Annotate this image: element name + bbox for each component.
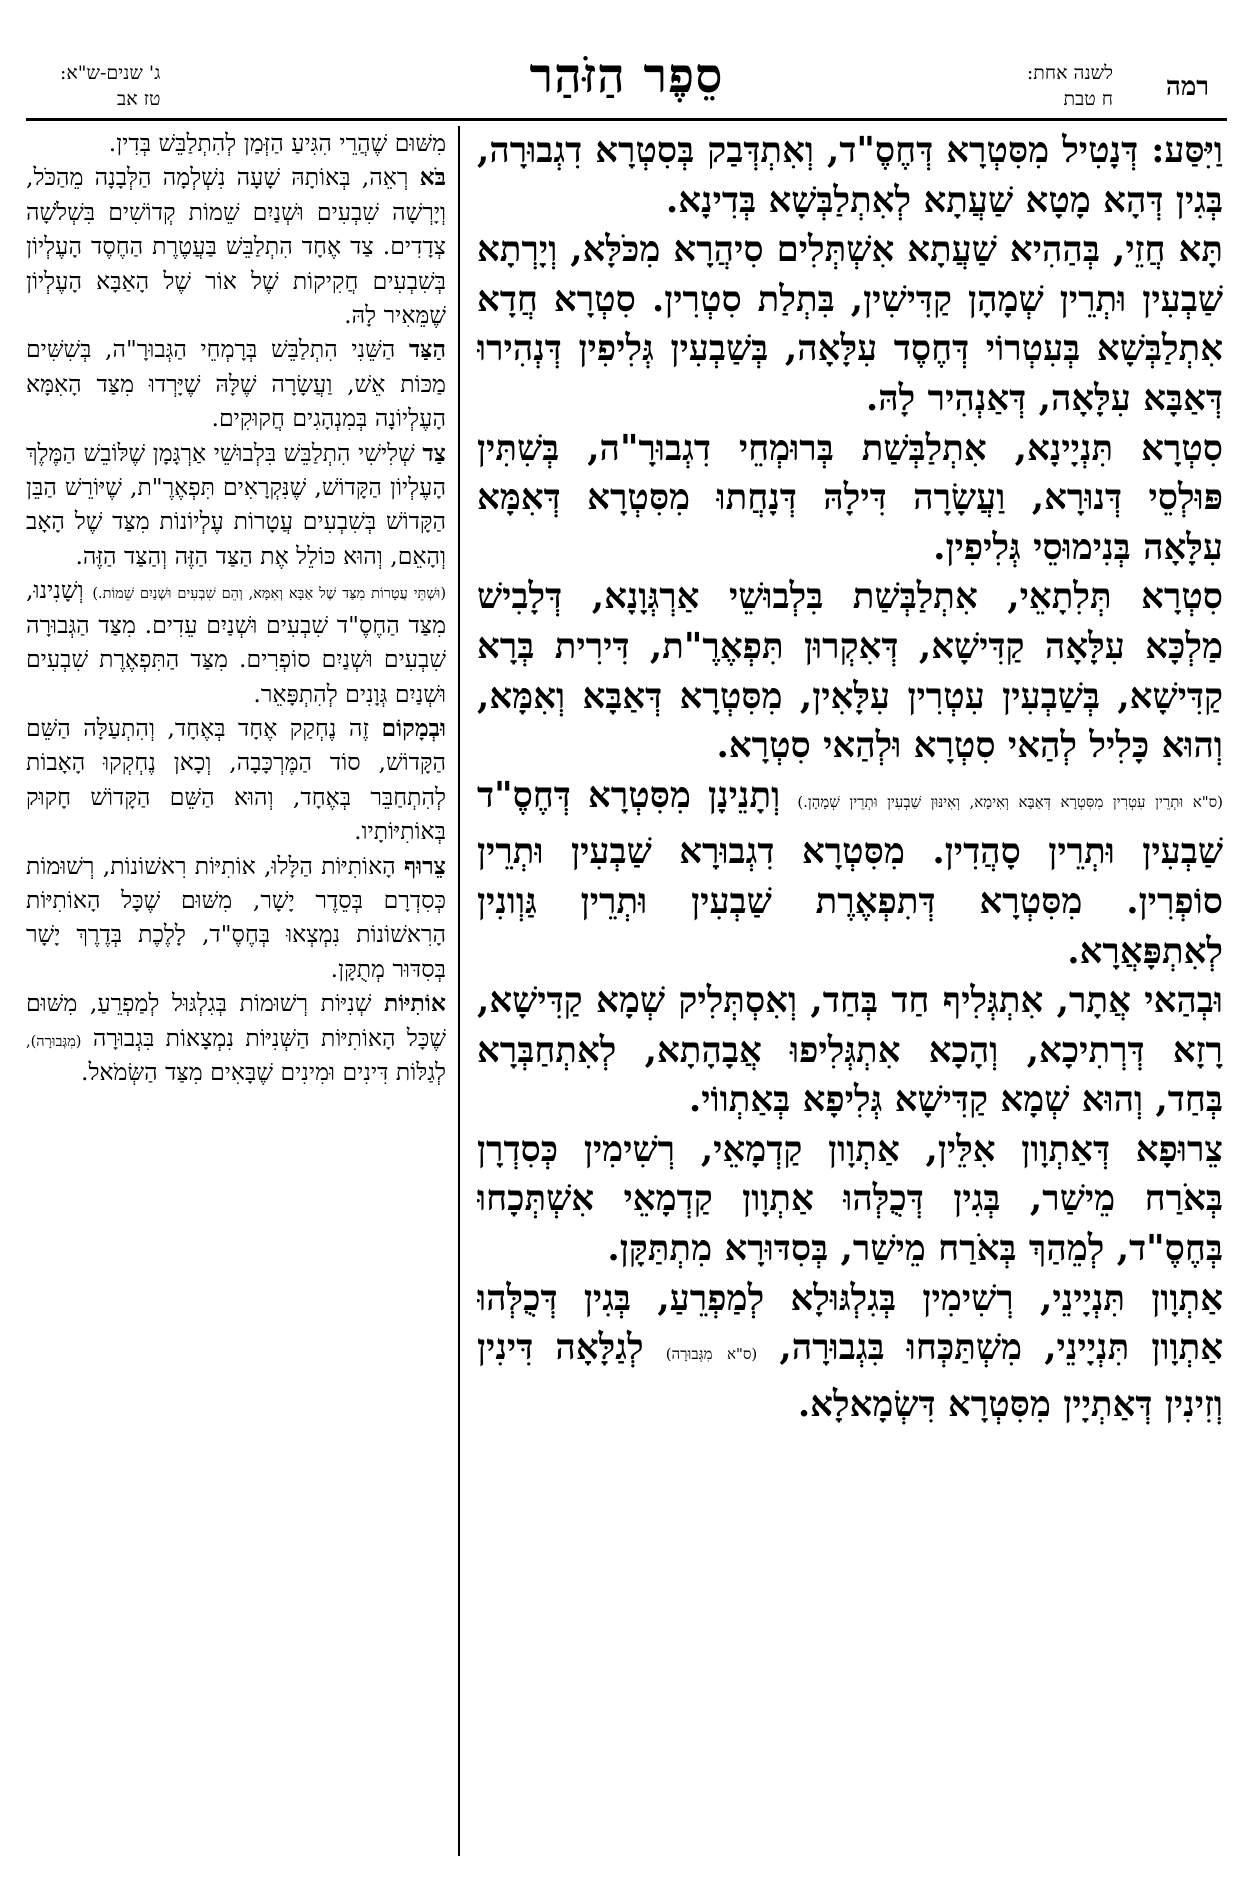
- paragraph-text: מִשּׁוּם שֶׁהֲרֵי הִגִּיעַ הַזְּמַן לְהִתְלַבֵּשׁ בְּדִין.: [108, 129, 446, 157]
- paragraph-lead-word: אַתְוָון: [1151, 1277, 1223, 1319]
- paragraph-text: הַשֵּׁנִי הִתְלַבֵּשׁ בְּרָמְחֵי הַגְּבוּרָ"ה, בְּשִׁשִּׁים מַכּוֹת אֵשׁ, וַעֲשָׂרָה שֶׁלָּהּ שֶׁיָּרְדוּ מִצַּד הָאִמָּא הָעֶלְיוֹנָה בְּמִנְהָגִים חֲקוּקִים.: [26, 335, 446, 433]
- paragraph-lead-word: בֹּא: [419, 163, 446, 192]
- paragraph-lead-word: תָּא: [1178, 229, 1223, 271]
- variant-reading-note: (ס"א וּתְרֵין עִטְרִין מִסִּטְרָא דְּאַבָּא וְאִימָא, וְאִינּוּן שַׁבְעִין וּתְרֵין שְׁמָהָן.): [797, 792, 1223, 811]
- paragraph-lead-word: הַצַּד: [408, 335, 446, 364]
- paragraph-text: תְּלִתָאֵי, אִתְלַבְּשַׁת בִּלְבוּשֵׁי אַרְגְּוָנָא, דְּלָבִישׁ מַלְכָּא עִלָּאָה קַדִּישָׁא, דְּאִקְרוּן תִּפְאֶרֶ"ת, דִּירִית בְּרָא קַדִּישָׁא, בְּשַׁבְעִין עִטְרִין עִלָּאִין, מִסִּטְרָא דְּאַבָּא וְאִמָּא, וְהוּא כָּלִיל לְהַאי סִטְרָא וּלְהַאי סִטְרָא.: [477, 576, 1223, 767]
- paragraph-text: דְּנָטִיל מִסִּטְרָא דְּחֶסֶ"ד, וְאִתְדְּבַק בְּסִטְרָא דִגְבוּרָה, בְּגִין דְּהָא מָטָא שַׁעֲתָא לְאִתְלַבְּשָׁא בְּדִינָא.: [477, 130, 1223, 221]
- header-rule: [26, 118, 1227, 121]
- paragraph-text: וְתָנֵינָן מִסִּטְרָא דְּחֶסֶ"ד שַׁבְעִין וּתְרֵין סָהֲדִין. מִסִּטְרָא דִגְבוּרָא שַׁבְעִין וּתְרֵין סוֹפְרִין. מִסִּטְרָא דְּתִפְאֶרֶת שַׁבְעִין וּתְרֵין גַּוְונִין לְאִתְפָּאֲרָא.: [477, 774, 1223, 972]
- column-divider: [458, 126, 460, 1856]
- translation-paragraph: [26, 436, 446, 574]
- main-paragraph: [477, 771, 1223, 976]
- variant-reading-note: (וּשְׁתֵּי עֲטָרוֹת מִצַּד שֶׁל אַבָּא וְאִמָּא, וְהֵם שִׁבְעִים וּשְׁנַיִם שֵׁמוֹת.): [92, 586, 446, 603]
- header-reading-schedule-three-years: [60, 60, 160, 112]
- paragraph-text: הָאוֹתִיּוֹת הַלָּלוּ, אוֹתִיּוֹת רִאשׁוֹנוֹת, רְשׁוּמוֹת כְּסִדְרָם בְּסֵדֶר יָשָׁר, מִשּׁוּם שֶׁכָּל הָאוֹתִיּוֹת הָרִאשׁוֹנוֹת נִמְצְאוּ בְּחֶסֶ"ד, לָלֶכֶת בְּדֶרֶךְ יָשָׁר בְּסִדּוּר מְתֻקָּן.: [26, 851, 446, 983]
- paragraph-lead-word: אוֹתִיּוֹת: [384, 989, 446, 1018]
- main-paragraph: [477, 1125, 1223, 1274]
- paragraph-lead-word: סִטְרָא: [1141, 576, 1223, 618]
- paragraph-lead-word: וַיִּסַּע:: [1151, 130, 1223, 171]
- main-paragraph: [477, 424, 1223, 573]
- translation-column: [26, 126, 446, 1866]
- main-paragraph: [477, 572, 1223, 770]
- paragraph-lead-word: סִטְרָא: [1141, 427, 1223, 469]
- main-paragraph: [477, 1274, 1223, 1430]
- variant-reading-note: (ס"א מִגְּבוּרָה): [665, 1345, 758, 1364]
- paragraph-lead-word: וּבְמָקוֹם: [381, 713, 446, 742]
- paragraph-text: שְׁנִיּוֹת רְשׁוּמוֹת בְּגִלְגּוּל לְמַפְרֵעַ, מִשּׁוּם שֶׁכָּל הָאוֹתִיּוֹת הַשְּׁנִיּוֹת נִמְצָאוֹת בִּגְבוּרָה: [26, 989, 446, 1052]
- header-left-line1: ג' שנים-ש"א:: [60, 62, 161, 84]
- paragraph-text: רְאֵה, בְּאוֹתָהּ שָׁעָה נִשְׁלְמָה הַלְּבָנָה מֵהַכֹּל, וְיָרְשָׁה שִׁבְעִים וּשְׁנַיִם שֵׁמוֹת קְדוֹשִׁים בִּשְׁלֹשָׁה צְדָדִים. צַד אֶחָד הִתְלַבֵּשׁ בַּעֲטֶרֶת הַחֶסֶד הָעֶלְיוֹן בְּשִׁבְעִים חֲקִיקוֹת שֶׁל אוֹר שֶׁל הָאַבָּא הָעֶלְיוֹן שֶׁמֵּאִיר לָהּ.: [26, 163, 446, 330]
- paragraph-lead-word: וּבְהַאי: [1144, 980, 1223, 1022]
- paragraph-text: תִּנְיָינָא, אִתְלַבְּשַׁת בְּרוּמְחֵי דִגְבוּרָ"ה, בְּשִׁתִּין פּוּלְסֵי דְּנוּרָא, וַעֲשָׂרָה דִּילָהּ דְּנָחֲתוּ מִסִּטְרָא דְּאִמָּא עִלָּאָה בְּנִימוּסֵי גְּלִיפִין.: [477, 427, 1223, 568]
- paragraph-lead-word: צֵרוּפָא: [1135, 1128, 1223, 1170]
- paragraph-text: לְגַלּוֹת דִּינִים וּמִינִים שֶׁבָּאִים מִצַּד הַשְּׂמֹאל.: [80, 1057, 446, 1086]
- translation-paragraph: [26, 160, 446, 332]
- header-right-line1: לשנה אחת:: [1026, 62, 1113, 84]
- paragraph-lead-word: צַד: [422, 438, 446, 467]
- header-right-line2: ח טבת: [1063, 88, 1113, 110]
- page-number: רמה: [1165, 72, 1209, 102]
- paragraph-text: אֲתָר, אִתְגְּלִיף חַד בְּחַד, וְאִסְתְּלִיק שְׁמָא קַדִּישָׁא, רָזָא דְּרְתִיכָא, וְהָכָא אִתְגְּלִיפוּ אֲבָהָתָא, לְאִתְחַבְּרָא בְּחַד, וְהוּא שְׁמָא קַדִּישָׁא גְּלִיפָא בְּאַתְווֹי.: [477, 980, 1223, 1121]
- main-paragraph: [477, 126, 1223, 225]
- translation-paragraph: [26, 711, 446, 849]
- paragraph-text: וְשָׁנִינוּ, מִצַּד הַחֶסֶ"ד שִׁבְעִים וּשְׁנַיִם עֵדִים. מִצַּד הַגְּבוּרָה שִׁבְעִים וּשְׁנַיִם סוֹפְרִים. מִצַּד הַתִּפְאֶרֶת שִׁבְעִים וּשְׁנַיִם גְּוָנִים לְהִתְפָּאֵר.: [26, 576, 446, 708]
- paragraph-lead-word: צֵרוּף: [403, 851, 446, 880]
- main-text-column: [477, 126, 1223, 1866]
- translation-paragraph: [26, 849, 446, 987]
- main-paragraph: [477, 225, 1223, 423]
- header-left-line2: טז אב: [117, 88, 161, 110]
- book-title: סֵפֶר הַזֹּהַר: [529, 48, 724, 104]
- paragraph-text: לְגַלָּאָה דִּינִין וְזִינִין דְּאַתְיָין מִסִּטְרָא דִּשְׂמָאלָא.: [477, 1327, 1223, 1425]
- translation-paragraph: [26, 126, 446, 160]
- paragraph-text: שְׁלִישִׁי הִתְלַבֵּשׁ בִּלְבוּשֵׁי אַרְגָּמָן שֶׁלּוֹבֵשׁ הַמֶּלֶךְ הָעֶלְיוֹן הַקָּדוֹשׁ, שֶׁנִּקְרָאִים תִּפְאֶרֶ"ת, שֶׁיּוֹרֵשׁ הַבֵּן הַקָּדוֹשׁ בְּשִׁבְעִים עֲטָרוֹת עֶלְיוֹנוֹת מִצַּד שֶׁל הָאָב וְהָאֵם, וְהוּא כּוֹלֵל אֶת הַצַּד הַזֶּה וְהַצַּד הַזֶּה.: [26, 438, 446, 570]
- variant-reading-note: (מִגְּבוּרָה),: [26, 1033, 82, 1050]
- translation-paragraph: [26, 573, 446, 711]
- paragraph-text: זֶה נֶחְקַק אֶחָד בְּאֶחָד, וְהִתְעַלָּה הַשֵּׁם הַקָּדוֹשׁ, סוֹד הַמֶּרְכָּבָה, וְכָאן נֶחְקְקוּ הָאָבוֹת לְהִתְחַבֵּר בְּאֶחָד, וְהוּא הַשֵּׁם הַקָּדוֹשׁ חָקוּק בְּאוֹתִיּוֹתָיו.: [26, 713, 446, 846]
- paragraph-text: דְּאַתְוָון אִלֵּין, אַתְוָון קַדְמָאֵי, רְשִׁימִין כְּסִדְרָן בְּאֹרַח מֵישַׁר, בְּגִין דְּכֻלְּהוּ אַתְוָון קַדְמָאֵי אִשְׁתְּכָחוּ בְּחֶסֶ"ד, לְמֵהַךְ בְּאֹרַח מֵישַׁר, בְּסִדּוּרָא מִתְתַּקָּן.: [477, 1128, 1223, 1270]
- translation-paragraph: [26, 986, 446, 1089]
- paragraph-text: תִּנְיָינֵי, רְשִׁימִין בְּגִלְגּוּלָא לְמַפְרֵעַ, בְּגִין דְּכֻלְּהוּ אַתְוָון תִּנְיָינֵי, מִשְׁתַּכְּחוּ בִּגְבוּרָה,: [477, 1277, 1223, 1369]
- paragraph-text: חֲזֵי, בְּהַהִיא שַׁעֲתָא אִשְׁתְּלִים סִיהֲרָא מִכֹּלָּא, וְיָרְתָא שַׁבְעִין וּתְרֵין שְׁמָהָן קַדִּישִׁין, בִּתְלַת סִטְרִין. סִטְרָא חֲדָא אִתְלַבְּשָׁא בְּעִטְרוֹי דְּחֶסֶד עִלָּאָה, בְּשַׁבְעִין גְּלִיפִין דְּנְהִירוּ דְּאַבָּא עִלָּאָה, דְּאַנְהִיר לָהּ.: [477, 229, 1223, 419]
- main-paragraph: [477, 976, 1223, 1125]
- translation-paragraph: [26, 332, 446, 435]
